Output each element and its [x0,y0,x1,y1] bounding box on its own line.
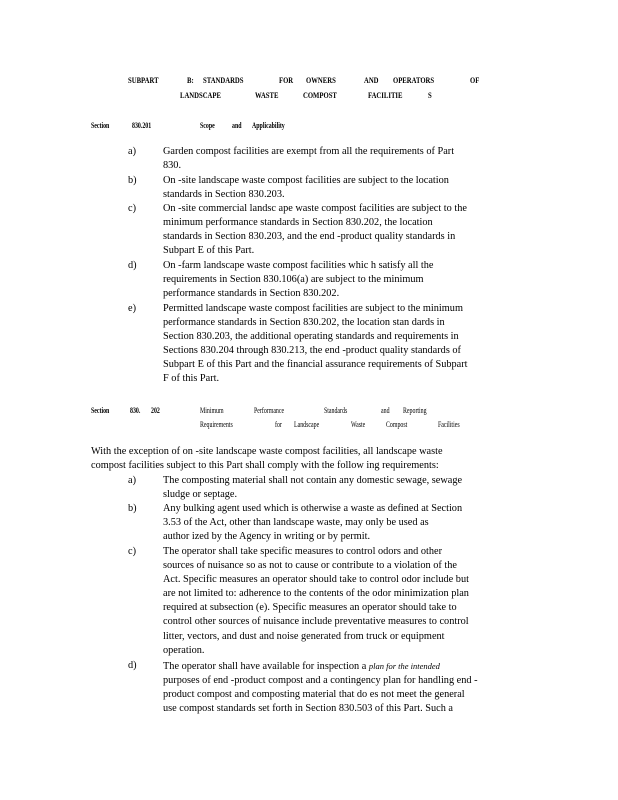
list-item [163,545,523,658]
item-line: operation. [163,644,205,656]
item-line: performance standards in Section 830.202, the location stan dards in [163,317,445,329]
section-title-word: and [232,121,242,130]
item-line: Section 830.203, the additional operating standards and requirements in [163,331,459,343]
item-letter: b) [128,503,137,514]
item-line: sources of nuisance so as not to cause or contribute to a violation of the [163,560,457,572]
italic-phrase: plan for the intended [368,661,440,671]
section-title-word: Scope [200,121,215,130]
section-title-word: for [275,420,282,429]
item-letter: b) [128,175,137,186]
section-label: Section [91,121,110,130]
title-word: B: [187,75,194,85]
section-202-intro [91,445,521,473]
item-line: required at subsection (e). Specific measures an operator should take to [163,602,457,614]
section-label: Section [91,406,110,415]
section-title-word: Reporting [403,406,427,415]
item-letter: c) [128,546,136,557]
item-line: Permitted landscape waste compost facilities are subject to the minimum [163,303,463,314]
title-word: FOR [279,75,294,85]
intro-line: With the exception of on -site landscape waste compost facilities, all landscape waste [91,446,443,457]
item-line: Subpart E of this Part. [163,245,255,257]
section-title-word: Minimum [200,406,224,415]
item-line: F of this Part. [163,373,220,385]
section-title-word: Compost [386,420,408,429]
title-word: OWNERS [306,75,336,85]
item-line: Act. Specific measures an operator should take to control odor include but [163,574,469,586]
item-line: Garden compost facilities are exempt from all the requirements of Part [163,146,455,157]
item-line-text: The operator shall have available for inspection a [163,661,367,672]
item-line: purposes of end -product compost and a contingency plan for handling end - [163,675,478,687]
item-line [163,659,523,674]
list-item [163,502,523,544]
item-line: minimum performance standards in Section 830.202, the location [163,217,433,229]
section-title-word: Landscape [294,420,320,429]
section-title-word: Facilities [438,420,460,429]
item-letter: e) [128,303,136,314]
item-line: Sections 830.204 through 830.213, the end -product quality standards of [163,345,461,357]
title-word: COMPOST [303,90,337,100]
section-number: 202 [151,406,160,415]
item-line: are not limited to: adherence to the contents of the odor minimization plan [163,588,469,600]
section-title-word: Waste [351,420,366,429]
item-line: standards in Section 830.203, and the end -product quality standards in [163,231,456,243]
title-word: STANDARDS [203,75,244,85]
item-line: product compost and composting material that do es not meet the general [163,689,465,701]
section-title-word: and [381,406,390,415]
list-item [163,202,523,258]
title-word: OPERATORS [393,75,435,85]
list-item [163,145,523,173]
item-letter: d) [128,660,137,671]
list-item [163,259,523,301]
item-line: 830. [163,160,182,172]
item-line: The composting material shall not contain any domestic sewage, sewage [163,475,463,486]
list-item [163,174,523,202]
section-title-word: Standards [324,406,348,415]
title-word: FACILITIE [368,90,403,100]
section-title-word: Requirements [200,420,233,429]
list-item [163,474,523,502]
title-word: LANDSCAPE [180,90,221,100]
item-line: On -site commercial landsc ape waste compost facilities are subject to the [163,203,467,214]
section-number: 830. [130,406,141,415]
title-word: WASTE [255,90,279,100]
item-letter: c) [128,203,136,214]
item-line: use compost standards set forth in Section 830.503 of this Part. Such a [163,703,453,715]
item-line: Any bulking agent used which is otherwise a waste as defined at Section [163,503,463,514]
item-line: standards in Section 830.203. [163,189,285,201]
item-line: The operator shall take specific measures to control odors and other [163,546,443,557]
item-line: Subpart E of this Part and the financial assurance requirements of Subpart [163,359,468,371]
item-line: litter, vectors, and dust and noise generated from truck or equipment [163,630,445,642]
item-line: On -site landscape waste compost facilities are subject to the location [163,175,449,186]
item-line: requirements in Section 830.106(a) are subject to the minimum [163,274,424,286]
section-title-word: Applicability [252,121,285,130]
item-line: author ized by the Agency in writing or by permit. [163,531,371,543]
item-letter: d) [128,260,137,271]
item-line: control other sources of nuisance include preventative measures to control [163,616,469,628]
list-item [163,659,523,716]
title-word: SUBPART [128,75,159,85]
title-word: AND [364,75,379,85]
title-word: S [428,90,432,100]
item-line: 3.53 of the Act, other than landscape waste, may only be used as [163,517,429,529]
list-item [163,302,523,387]
item-line: sludge or septage. [163,489,238,501]
item-letter: a) [128,146,136,157]
item-line: On -farm landscape waste compost facilities whic h satisfy all the [163,260,434,271]
item-letter: a) [128,475,136,486]
item-line: performance standards in Section 830.202. [163,288,340,300]
section-title-word: Performance [254,406,285,415]
section-number: 830.201 [132,121,152,130]
intro-line: compost facilities subject to this Part shall comply with the follow ing requirements: [91,460,439,472]
title-word: OF [470,75,480,85]
